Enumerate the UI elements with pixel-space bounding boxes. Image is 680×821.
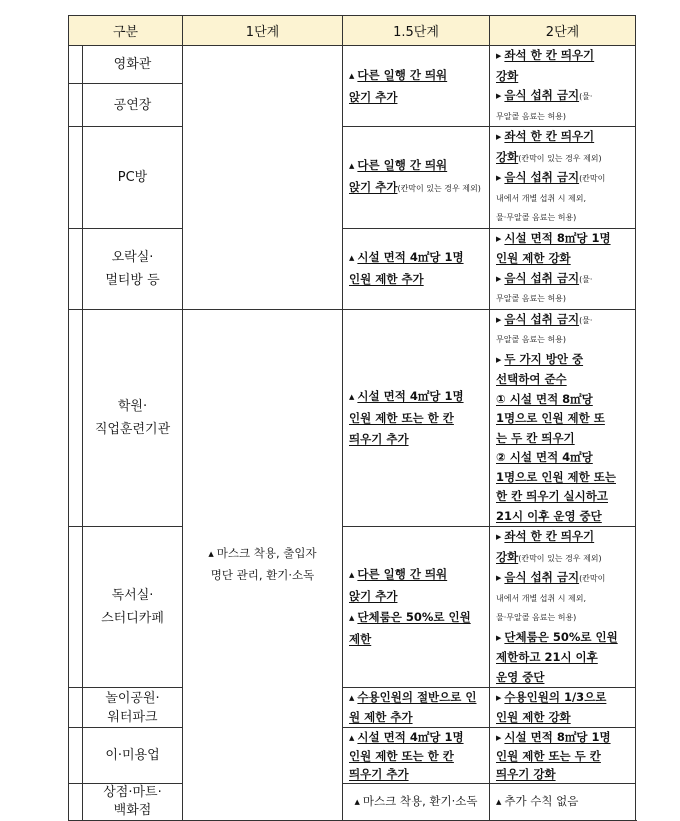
stage2-study-line1: 좌석 한 칸 띄우기 [504, 529, 595, 543]
header-stage-2: 2단계 [490, 16, 636, 46]
triangle-bullet-icon: ▲ [349, 694, 355, 702]
quarantine-rules-table-wrapper [68, 15, 636, 821]
triangle-bullet-icon: ▲ [354, 798, 360, 806]
triangle-bullet-icon: ▲ [349, 734, 355, 742]
header-stage-1: 1단계 [183, 16, 343, 46]
stage2-academy-line7: 는 두 칸 띄우기 [496, 430, 575, 445]
triangle-bullet-icon: ▶ [496, 274, 502, 283]
row-cinema [69, 46, 636, 84]
stage2-academy-note: (물· [579, 315, 593, 325]
stage15-arcade [343, 228, 490, 309]
category-store-line2: 백화점 [113, 803, 152, 818]
quarantine-rules-table [68, 15, 636, 821]
stage2-cinema-note: (물· [579, 92, 593, 101]
stage1-store-text: 마스크 착용, 환기·소독 [362, 794, 478, 808]
stage2-academy-line1: 음식 섭취 금지 [504, 311, 580, 326]
stage15-2-store [490, 784, 636, 821]
stage2-study-line2: 강화 [496, 549, 519, 564]
header-category: 구분 [69, 16, 183, 46]
row-academy [69, 309, 636, 527]
stage15-arcade-line2: 인원 제한 추가 [349, 272, 424, 286]
row-gap-cell [69, 228, 83, 309]
triangle-bullet-icon: ▲ [349, 71, 355, 80]
category-cinema: 영화관 [83, 46, 183, 84]
stage2-academy-line11: 21시 이후 운영 중단 [496, 508, 602, 523]
row-beauty [69, 728, 636, 784]
stage2-academy-line5: ① 시설 면적 8㎡당 [496, 391, 593, 406]
stage2-arcade-note: (물· [579, 274, 593, 284]
stage1-cell-group-b [183, 309, 343, 821]
stage15-beauty [343, 728, 490, 784]
stage2-pc-bang [490, 127, 636, 229]
stage15-beauty-line2: 인원 제한 또는 한 칸 [349, 749, 454, 763]
category-study-line1: 독서실· [111, 588, 154, 603]
stage15-study-line3: 단체룸은 50%로 인원 [357, 610, 471, 624]
triangle-bullet-icon: ▶ [496, 694, 502, 702]
stage15-arcade-line1: 시설 면적 4㎡당 1명 [357, 250, 464, 264]
category-theater: 공연장 [83, 84, 183, 127]
stage15-beauty-line3: 띄우기 추가 [349, 767, 409, 781]
stage2-cinema-line4: 무알콜 음료는 허용) [496, 111, 567, 121]
stage1-cell-group-a [183, 46, 343, 310]
triangle-bullet-icon: ▶ [496, 734, 502, 742]
category-store [83, 784, 183, 821]
stage15-study-cafe [343, 527, 490, 688]
stage2-academy [490, 309, 636, 527]
triangle-bullet-icon: ▲ [349, 614, 355, 622]
stage2-arcade [490, 228, 636, 309]
stage15-pc-note: (칸막이 있는 경우 제외) [397, 184, 481, 194]
stage2-study-note2: (칸막이 [579, 574, 606, 583]
stage2-study-cafe [490, 527, 636, 688]
stage1-main-line2: 명단 관리, 환기·소독 [210, 568, 315, 583]
stage15-pc-line2: 앉기 추가 [349, 180, 398, 195]
stage2-cinema-line1: 좌석 한 칸 띄우기 [504, 48, 595, 62]
triangle-bullet-icon: ▶ [496, 174, 502, 182]
stage15-amusement-line2: 원 제한 추가 [349, 710, 413, 724]
category-arcade [83, 228, 183, 309]
triangle-bullet-icon: ▲ [349, 254, 355, 262]
triangle-bullet-icon: ▶ [496, 533, 502, 541]
stage2-arcade-line4: 무알콜 음료는 허용) [496, 294, 567, 303]
stage2-academy-line4: 선택하여 준수 [496, 372, 567, 386]
category-academy [83, 309, 183, 527]
stage2-pc-line4: 내에서 개별 섭취 시 제외, [496, 193, 586, 203]
stage2-academy-line9: 1명으로 인원 제한 또는 [496, 469, 616, 484]
category-academy-line1: 학원· [117, 398, 148, 414]
stage2-academy-line3: 두 가지 방안 중 [504, 351, 584, 366]
stage2-amusement-line2: 인원 제한 강화 [496, 710, 571, 724]
stage15-academy-line3: 띄우기 추가 [349, 431, 409, 446]
header-stage-1-5: 1.5단계 [343, 16, 490, 46]
category-academy-line2: 직업훈련기관 [94, 421, 171, 437]
stage2-academy-line8: ② 시설 면적 4㎡당 [496, 450, 593, 464]
stage2-study-line8: 운영 중단 [496, 669, 545, 684]
stage15-amusement-park [343, 688, 490, 728]
stage2-study-line3: 음식 섭취 금지 [504, 570, 580, 584]
stage2-pc-line2: 강화 [496, 149, 519, 164]
stage2-cinema [490, 46, 636, 127]
stage2-academy-line6: 1명으로 인원 제한 또 [496, 411, 605, 425]
stage15-beauty-line1: 시설 면적 4㎡당 1명 [357, 730, 464, 744]
stage2-study-line6: 단체룸은 50%로 인원 [504, 629, 618, 644]
category-study-cafe [83, 527, 183, 688]
stage2-academy-line10: 한 칸 띄우기 실시하고 [496, 489, 608, 503]
stage2-cinema-line2: 강화 [496, 68, 519, 83]
stage15-cinema-line1: 다른 일행 간 띄워 [357, 67, 448, 82]
stage2-beauty [490, 728, 636, 784]
triangle-bullet-icon: ▶ [496, 133, 502, 141]
stage2-study-note1: (칸막이 있는 경우 제외) [518, 553, 602, 563]
triangle-bullet-icon: ▲ [496, 798, 502, 806]
stage15-cinema-line2: 앉기 추가 [349, 89, 398, 104]
stage2-arcade-line2: 인원 제한 강화 [496, 251, 571, 265]
row-gap-cell [69, 784, 83, 821]
triangle-bullet-icon: ▶ [496, 92, 502, 100]
stage2-pc-note1: (칸막이 있는 경우 제외) [518, 153, 602, 163]
stage2-arcade-line1: 시설 면적 8㎡당 1명 [504, 230, 611, 245]
stage2-beauty-line1: 시설 면적 8㎡당 1명 [504, 730, 611, 744]
triangle-bullet-icon: ▲ [208, 550, 214, 559]
stage15-pc-bang [343, 127, 490, 229]
stage2-arcade-line3: 음식 섭취 금지 [504, 270, 580, 285]
stage2-amusement-line1: 수용인원의 1/3으로 [504, 690, 607, 704]
stage2-pc-line1: 좌석 한 칸 띄우기 [504, 129, 595, 143]
stage15-amusement-line1: 수용인원의 절반으로 인 [357, 690, 477, 704]
triangle-bullet-icon: ▲ [349, 162, 355, 171]
row-store [69, 784, 636, 821]
stage15-academy [343, 309, 490, 527]
row-study-cafe [69, 527, 636, 688]
triangle-bullet-icon: ▶ [496, 234, 502, 243]
row-gap-cell [69, 46, 83, 84]
triangle-bullet-icon: ▲ [349, 392, 355, 401]
stage1-main-line1: 마스크 착용, 출입자 [216, 546, 317, 561]
stage15-study-line4: 제한 [349, 632, 372, 646]
stage15-academy-line1: 시설 면적 4㎡당 1명 [357, 388, 464, 403]
stage15-academy-line2: 인원 제한 또는 한 칸 [349, 410, 454, 425]
stage2-cinema-line3: 음식 섭취 금지 [504, 88, 580, 102]
row-gap-cell [69, 527, 83, 688]
stage2-beauty-line3: 띄우기 강화 [496, 767, 556, 781]
category-pc-bang: PC방 [83, 127, 183, 229]
stage2-pc-note2: (칸막이 [579, 174, 606, 183]
stage2-pc-line5: 물·무알콜 음료는 허용) [496, 213, 577, 222]
stage2-study-line7: 제한하고 21시 이후 [496, 650, 598, 664]
category-beauty: 이·미용업 [83, 728, 183, 784]
category-arcade-line2: 멀티방 등 [105, 272, 160, 288]
stage15-study-line1: 다른 일행 간 띄워 [357, 567, 448, 581]
stage2-study-line5: 물·무알콜 음료는 허용) [496, 613, 577, 622]
category-study-line2: 스터디카페 [101, 611, 164, 626]
stage2-pc-line3: 음식 섭취 금지 [504, 170, 580, 184]
triangle-bullet-icon: ▲ [349, 571, 355, 579]
header-row [69, 16, 636, 46]
category-amusement-line1: 놀이공원· [105, 690, 160, 706]
category-amusement-park [83, 688, 183, 728]
row-gap-cell [69, 688, 83, 728]
stage15-cinema [343, 46, 490, 127]
triangle-bullet-icon: ▶ [496, 52, 502, 60]
category-arcade-line1: 오락실· [111, 249, 154, 265]
category-store-line1: 상점·마트· [103, 785, 162, 800]
row-gap-cell [69, 84, 83, 127]
category-amusement-line2: 워터파크 [107, 709, 158, 725]
row-gap-cell [69, 127, 83, 229]
stage15-study-line2: 앉기 추가 [349, 589, 398, 603]
stage2-study-line4: 내에서 개별 섭취 시 제외, [496, 593, 586, 603]
row-pc-bang [69, 127, 636, 229]
row-gap-cell [69, 309, 83, 527]
stage15-store-text: 추가 수칙 없음 [504, 794, 579, 808]
row-arcade [69, 228, 636, 309]
stage2-beauty-line2: 인원 제한 또는 두 칸 [496, 749, 601, 763]
triangle-bullet-icon: ▶ [496, 574, 502, 582]
triangle-bullet-icon: ▶ [496, 633, 502, 642]
row-gap-cell [69, 728, 83, 784]
stage2-amusement-park [490, 688, 636, 728]
triangle-bullet-icon: ▶ [496, 355, 502, 364]
stage2-academy-line2: 무알콜 음료는 허용) [496, 335, 567, 344]
stage15-pc-line1: 다른 일행 간 띄워 [357, 158, 448, 173]
stage1-store [343, 784, 490, 821]
triangle-bullet-icon: ▶ [496, 315, 502, 324]
row-amusement-park [69, 688, 636, 728]
